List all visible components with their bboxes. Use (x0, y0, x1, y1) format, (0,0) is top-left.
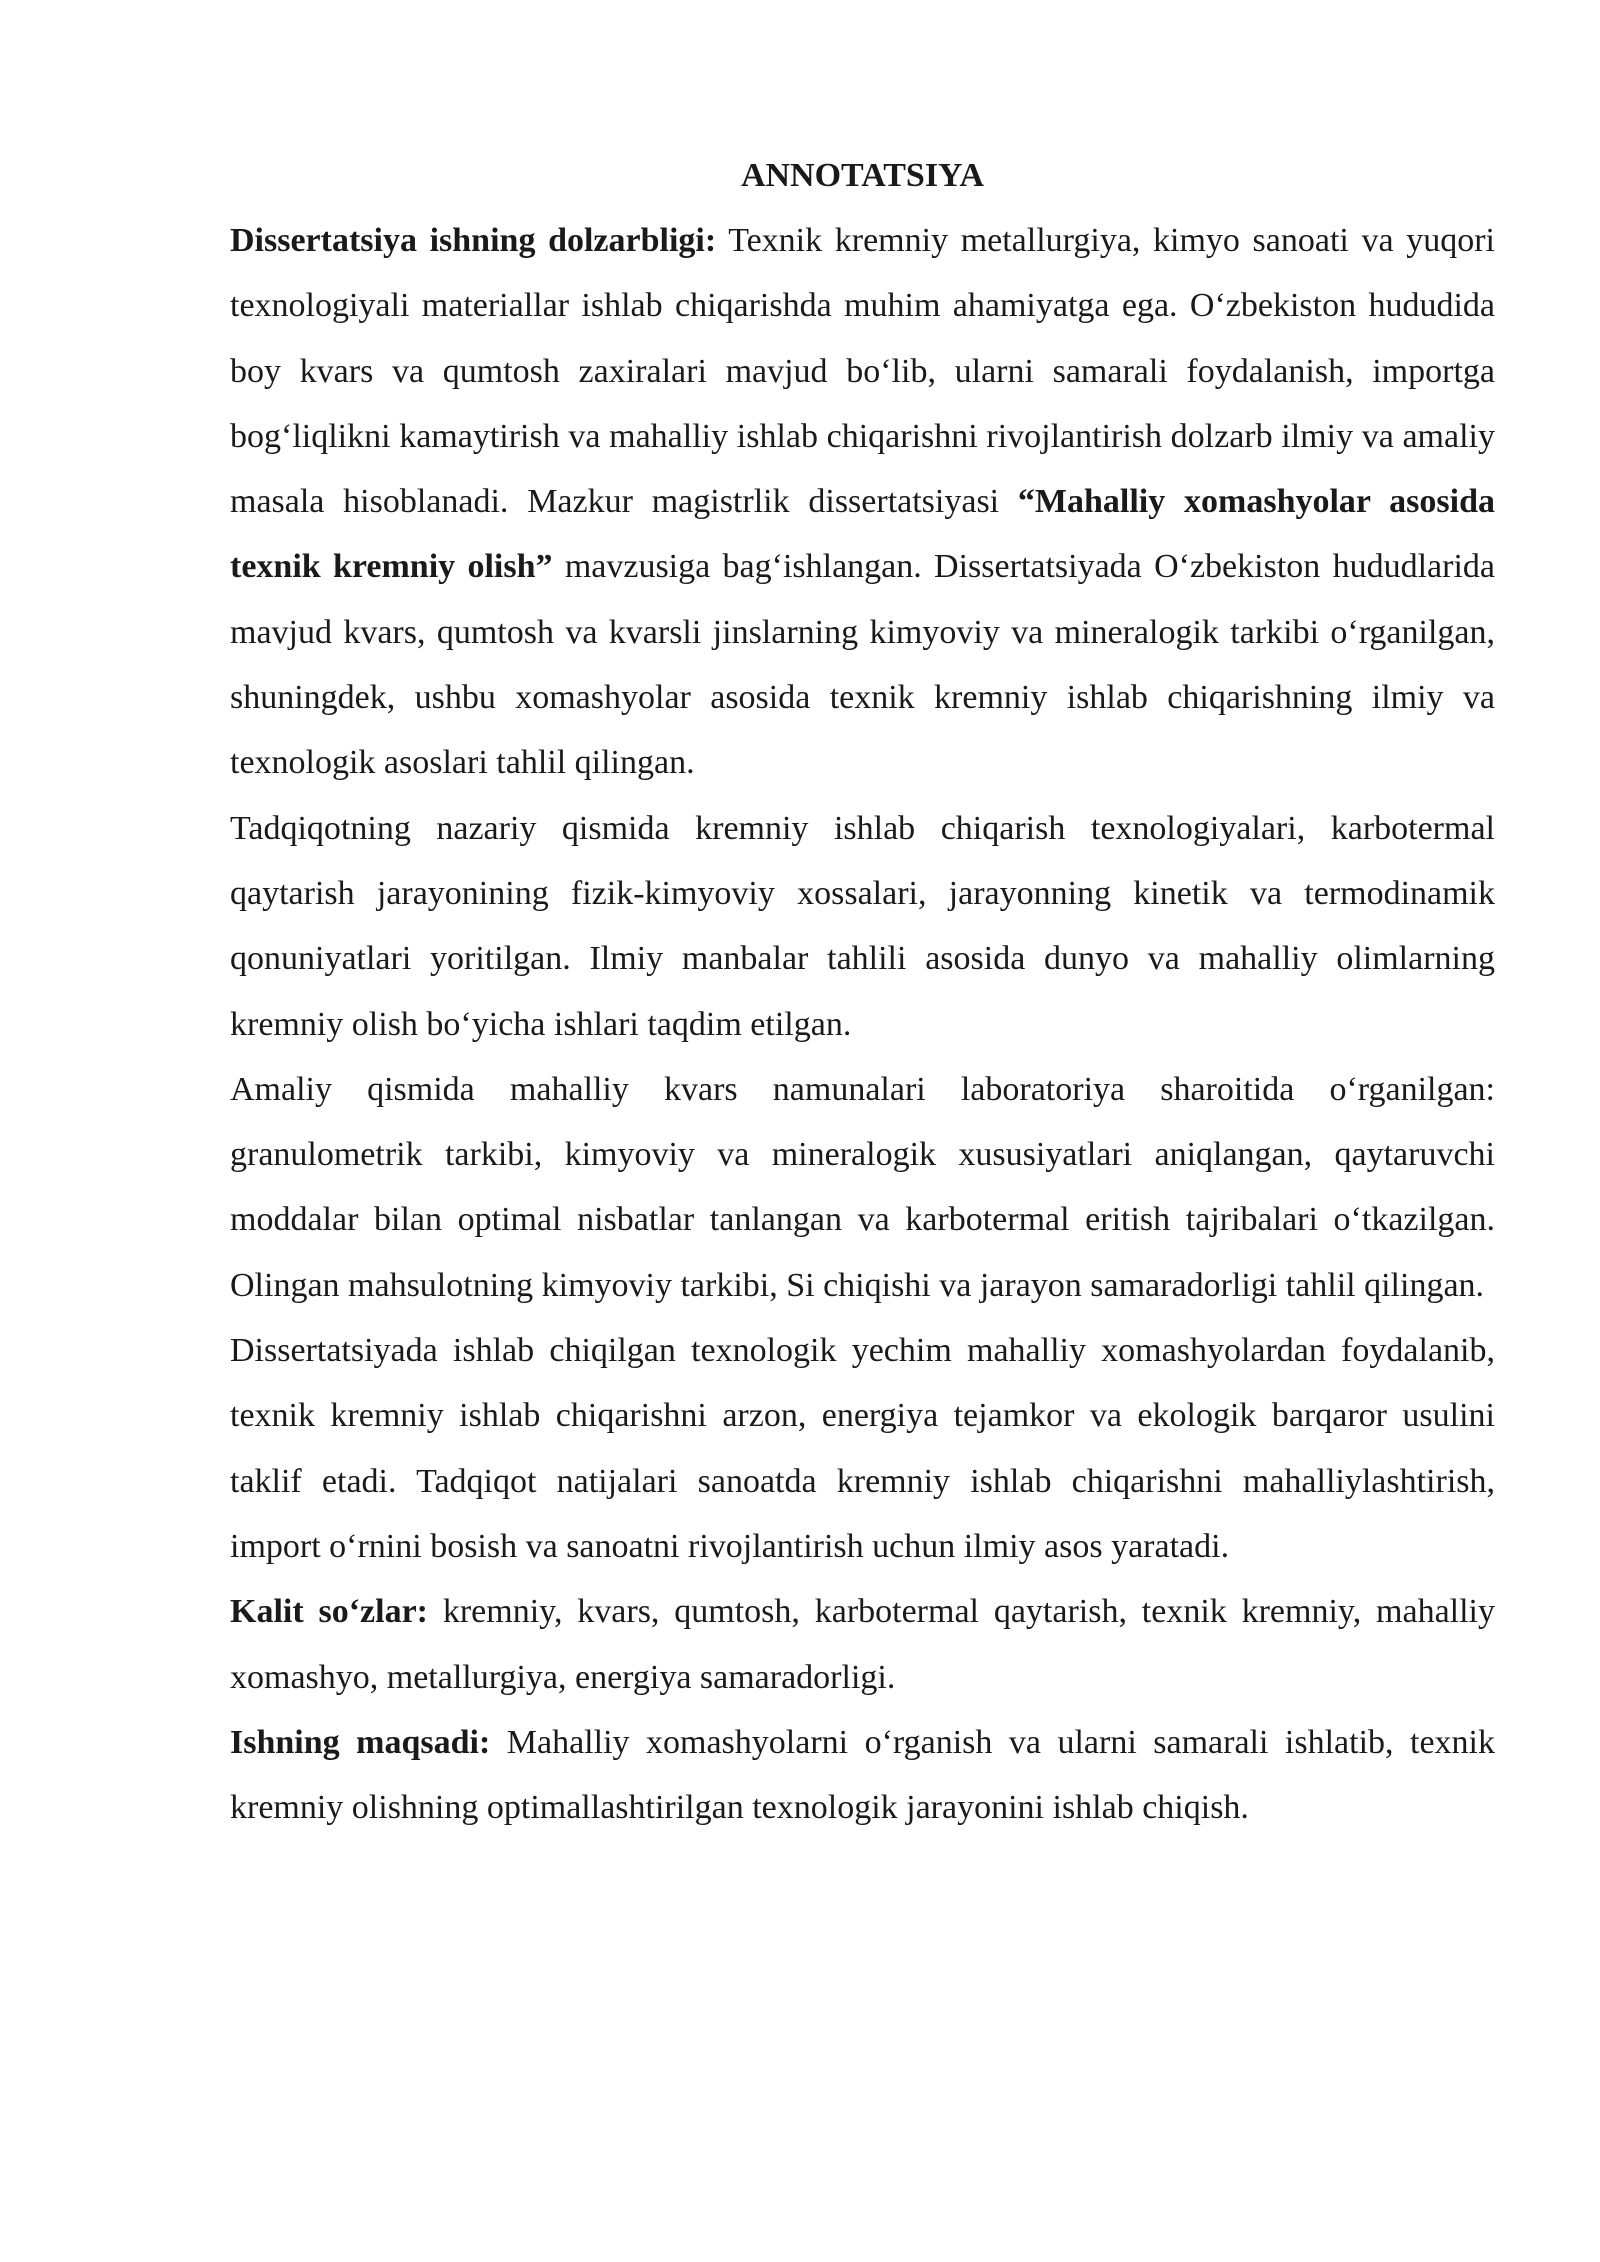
document-body (230, 150, 1495, 1840)
dissertation-topic: “Mahalliy xomashyolar asosida texnik kremniy olish” (230, 483, 1496, 586)
relevance-label: Dissertatsiya ishning dolzarbligi: (230, 222, 717, 259)
paragraph-solution: Dissertatsiyada ishlab chiqilgan texnologik yechim mahalliy xomashyolardan foydalanib, texnik kremniy ishlab chiqarishni arzon, energiya tejamkor va ekologik barqaror usulini taklif etadi. Tadqiqot natijalari sanoatda kremniy ishlab chiqarishni mahalliylashtirish, import o‘rnini bosish va sanoatni rivojlantirish uchun ilmiy asos yaratadi. (230, 1332, 1495, 1565)
relevance-text-b: mavzusiga bag‘ishlangan. Dissertatsiyada O‘zbekiston hududlarida mavjud kvars, qumtosh va kvarsli jinslarning kimyoviy va mineralogik tarkibi o‘rganilgan, shuningdek, ushbu xomashyolar asosida texnik kremniy ishlab chiqarishning ilmiy va texnologik asoslari tahlil qilingan. (230, 548, 1495, 782)
keywords-text: kremniy, kvars, qumtosh, karbotermal qaytarish, texnik kremniy, mahalliy xomashyo, metallurgiya, energiya samaradorligi. (230, 1593, 1495, 1696)
paragraph-relevance (230, 208, 1495, 796)
paragraph-theory: Tadqiqotning nazariy qismida kremniy ishlab chiqarish texnologiyalari, karbotermal qaytarish jarayonining fizik-kimyoviy xossalari, jarayonning kinetik va termodinamik qonuniyatlari yoritilgan. Ilmiy manbalar tahlili asosida dunyo va mahalliy olimlarning kremniy olish bo‘yicha ishlari taqdim etilgan. (230, 809, 1495, 1043)
paragraph-practice: Amaliy qismida mahalliy kvars namunalari laboratoriya sharoitida o‘rganilgan: granulometrik tarkibi, kimyoviy va mineralogik xususiyatlari aniqlangan, qaytaruvchi moddalar bilan optimal nisbatlar tanlangan va karbotermal eritish tajribalari o‘tkazilgan. Olingan mahsulotning kimyoviy tarkibi, Si chiqishi va jarayon samaradorligi tahlil qilingan. (230, 1070, 1495, 1304)
paragraph-goal (230, 1710, 1495, 1841)
paragraph-keywords (230, 1579, 1495, 1710)
goal-text: Mahalliy xomashyolarni o‘rganish va ularni samarali ishlatib, texnik kremniy olishning optimallashtirilgan texnologik jarayonini ishlab chiqish. (230, 1723, 1496, 1827)
goal-label: Ishning maqsadi: (230, 1723, 491, 1761)
relevance-text-a: Texnik kremniy metallurgiya, kimyo sanoati va yuqori texnologiyali materiallar ishlab chiqarishda muhim ahamiyatga ega. O‘zbekiston hududida boy kvars va qumtosh zaxiralari mavjud bo‘lib, ularni samarali foydalanish, importga bog‘liqlikni kamaytirish va mahalliy ishlab chiqarishni rivojlantirish dolzarb ilmiy va amaliy masala hisoblanadi. Mazkur magistrlik dissertatsiyasi (230, 222, 1495, 521)
document-title: ANNOTATSIYA (740, 157, 985, 194)
keywords-label: Kalit so‘zlar: (230, 1593, 429, 1631)
